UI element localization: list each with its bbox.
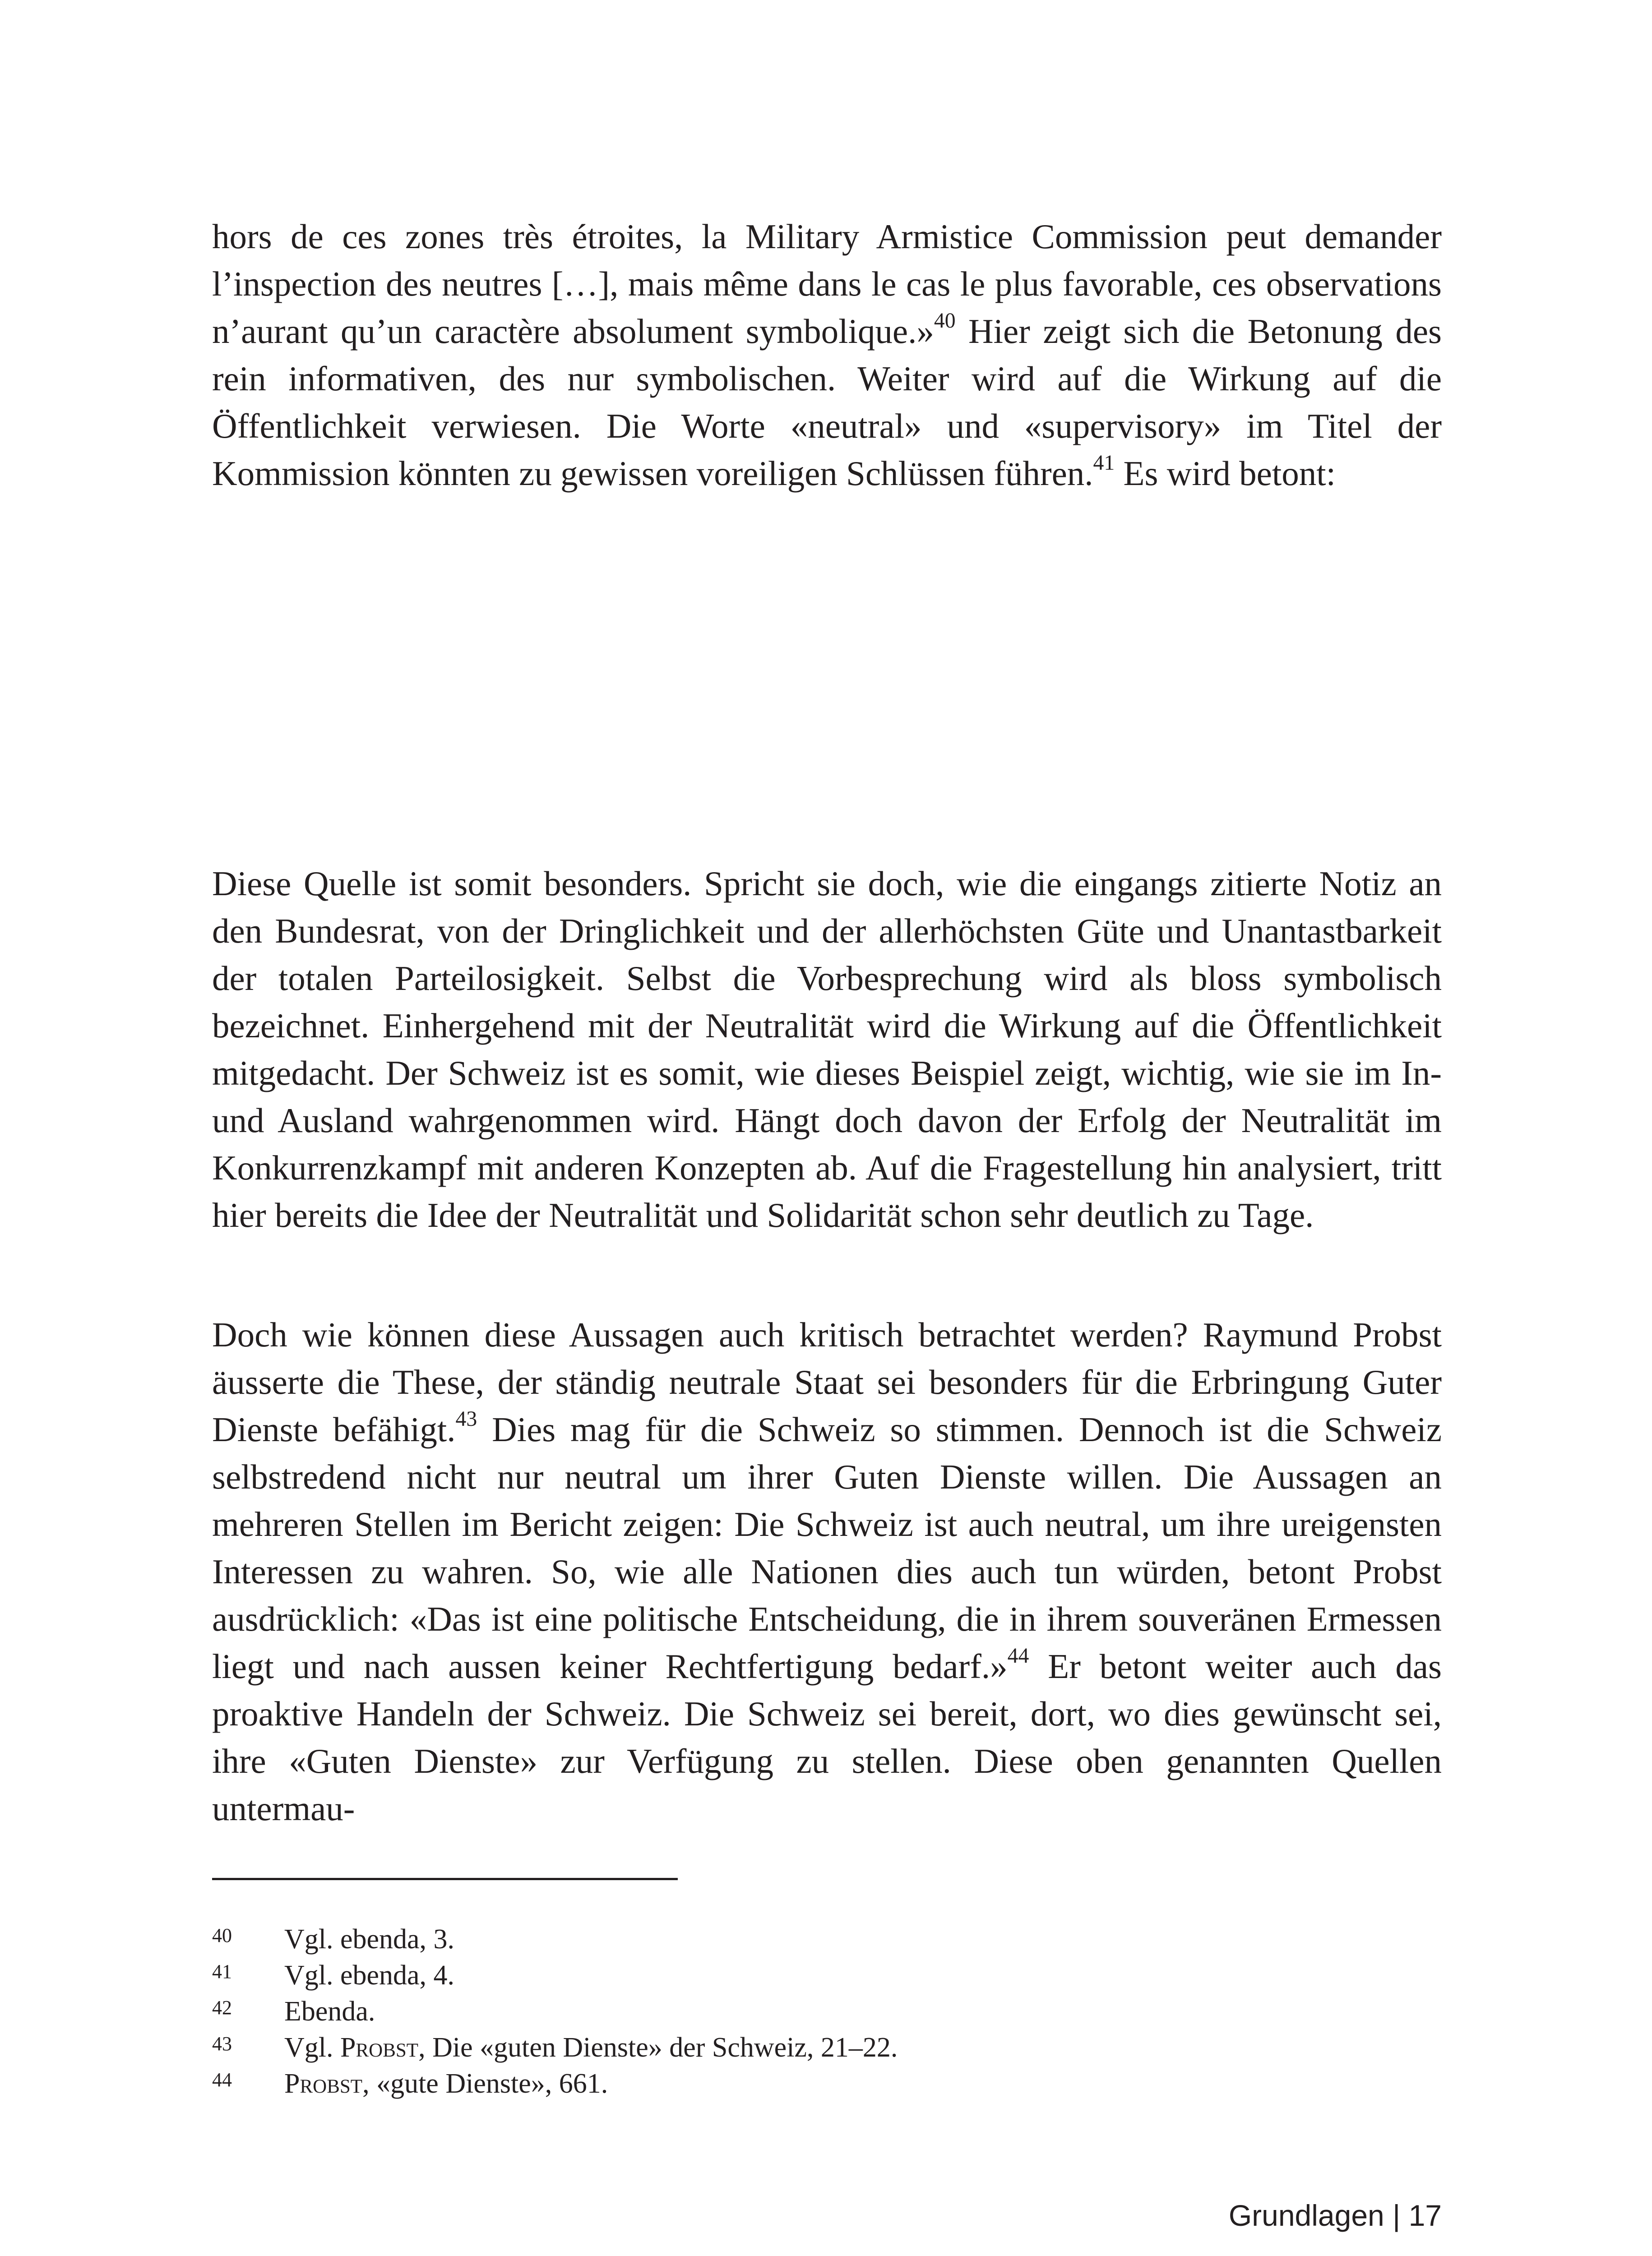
footnote-number: 43 [212,2033,232,2055]
footnote-prefix: Vgl. [284,2032,340,2063]
footnote-item [212,1921,1442,1957]
footnote-ref[interactable]: 41 [1093,451,1115,475]
footnote-item [212,2066,1442,2102]
footnote-ref[interactable]: 40 [934,309,956,333]
footnote-text [284,2066,1442,2102]
page-footer [1229,2197,1442,2233]
footnote-item [212,2029,1442,2066]
footnote-ref[interactable]: 44 [1007,1644,1029,1668]
paragraph-text: Doch wie können diese Aussagen auch kritisch betrachtet werden? Raymund Probst äusserte die These, der ständig neutrale Staat sei besonders für die Erbringung Guter Dienste befähigt. [212,1315,1442,1449]
paragraph-text: Hier zeigt sich die Betonung des rein informativen, des nur symbolischen. Weiter wird auf die Wirkung auf die Öffentlichkeit verwiesen. Die Worte «neutral» und «supervisory» im Titel der Kommission könnten zu gewissen voreiligen Schlüssen führen. [212,312,1442,493]
body-paragraph [212,860,1442,1239]
page-number: 17 [1408,2199,1442,2232]
footnote-item [212,1957,1442,1993]
footnote-number: 42 [212,1997,232,2019]
footnote-text: Vgl. ebenda, 3. [284,1924,455,1955]
footnote-citation: , «gute Dienste», 661. [362,2068,608,2099]
footnote-text: Vgl. ebenda, 4. [284,1960,455,1991]
body-paragraph [212,213,1442,497]
footnote-citation: , Die «guten Dienste» der Schweiz, 21–22. [418,2032,898,2063]
paragraph-text: Dies mag für die Schweiz so stimmen. Dennoch ist die Schweiz selbstredend nicht nur neutral um ihrer Guten Dienste willen. Die Aussagen an mehreren Stellen im Bericht zeigen: Die Schweiz ist auch neutral, um ihre ureigensten Interessen zu wahren. So, wie alle Nationen dies auch tun würden, betont Probst ausdrücklich: «Das ist eine politische Entscheidung, die in ihrem souveränen Ermessen liegt und nach aussen keiner Rechtfertigung bedarf.» [212,1410,1442,1686]
paragraph-text: Er betont weiter auch das proaktive Handeln der Schweiz. Die Schweiz sei bereit, dort, wo dies gewünscht sei, ihre «Guten Dienste» zur Verfügung zu stellen. Diese oben genannten Quellen untermau- [212,1647,1442,1828]
footnotes [212,1921,1442,2102]
paragraph-text: Es wird betont: [1115,454,1336,493]
footnote-text [284,2029,1442,2066]
footnote-text: Ebenda. [284,1996,375,2027]
footer-section: Grundlagen [1228,2199,1384,2232]
body-paragraph [212,1311,1442,1832]
footnote-number: 40 [212,1924,232,1946]
footnote-ref[interactable]: 43 [455,1407,477,1431]
footnote-item [212,1993,1442,2029]
footnote-number: 41 [212,1960,232,1983]
footnote-author: Probst [340,2032,419,2063]
footer-separator: | [1393,2199,1401,2232]
footnote-number: 44 [212,2069,232,2091]
footnote-author: Probst [284,2068,363,2099]
paragraph-text: Diese Quelle ist somit besonders. Spricht sie doch, wie die eingangs zitierte Notiz an den Bundesrat, von der Dringlichkeit und der allerhöchsten Güte und Unantastbarkeit der totalen Parteilosigkeit. Selbst die Vorbesprechung wird als bloss symbolisch bezeichnet. Einhergehend mit der Neutralität wird die Wirkung auf die Öffentlichkeit mitgedacht. Der Schweiz ist es somit, wie dieses Beispiel zeigt, wichtig, wie sie im In- und Ausland wahrgenommen wird. Hängt doch davon der Erfolg der Neutralität im Konkurrenzkampf mit anderen Konzepten ab. Auf die Fragestellung hin analysiert, tritt hier bereits die Idee der Neutralität und Solidarität schon sehr deutlich zu Tage. [212,864,1442,1234]
paragraph-text: hors de ces zones très étroites, la Military Armistice Commission peut demander l’inspection des neutres […], mais même dans le cas le plus favorable, ces observations n’aurant qu’un caractère absolument symbolique.» [212,217,1442,351]
footnote-divider [212,1878,678,1880]
